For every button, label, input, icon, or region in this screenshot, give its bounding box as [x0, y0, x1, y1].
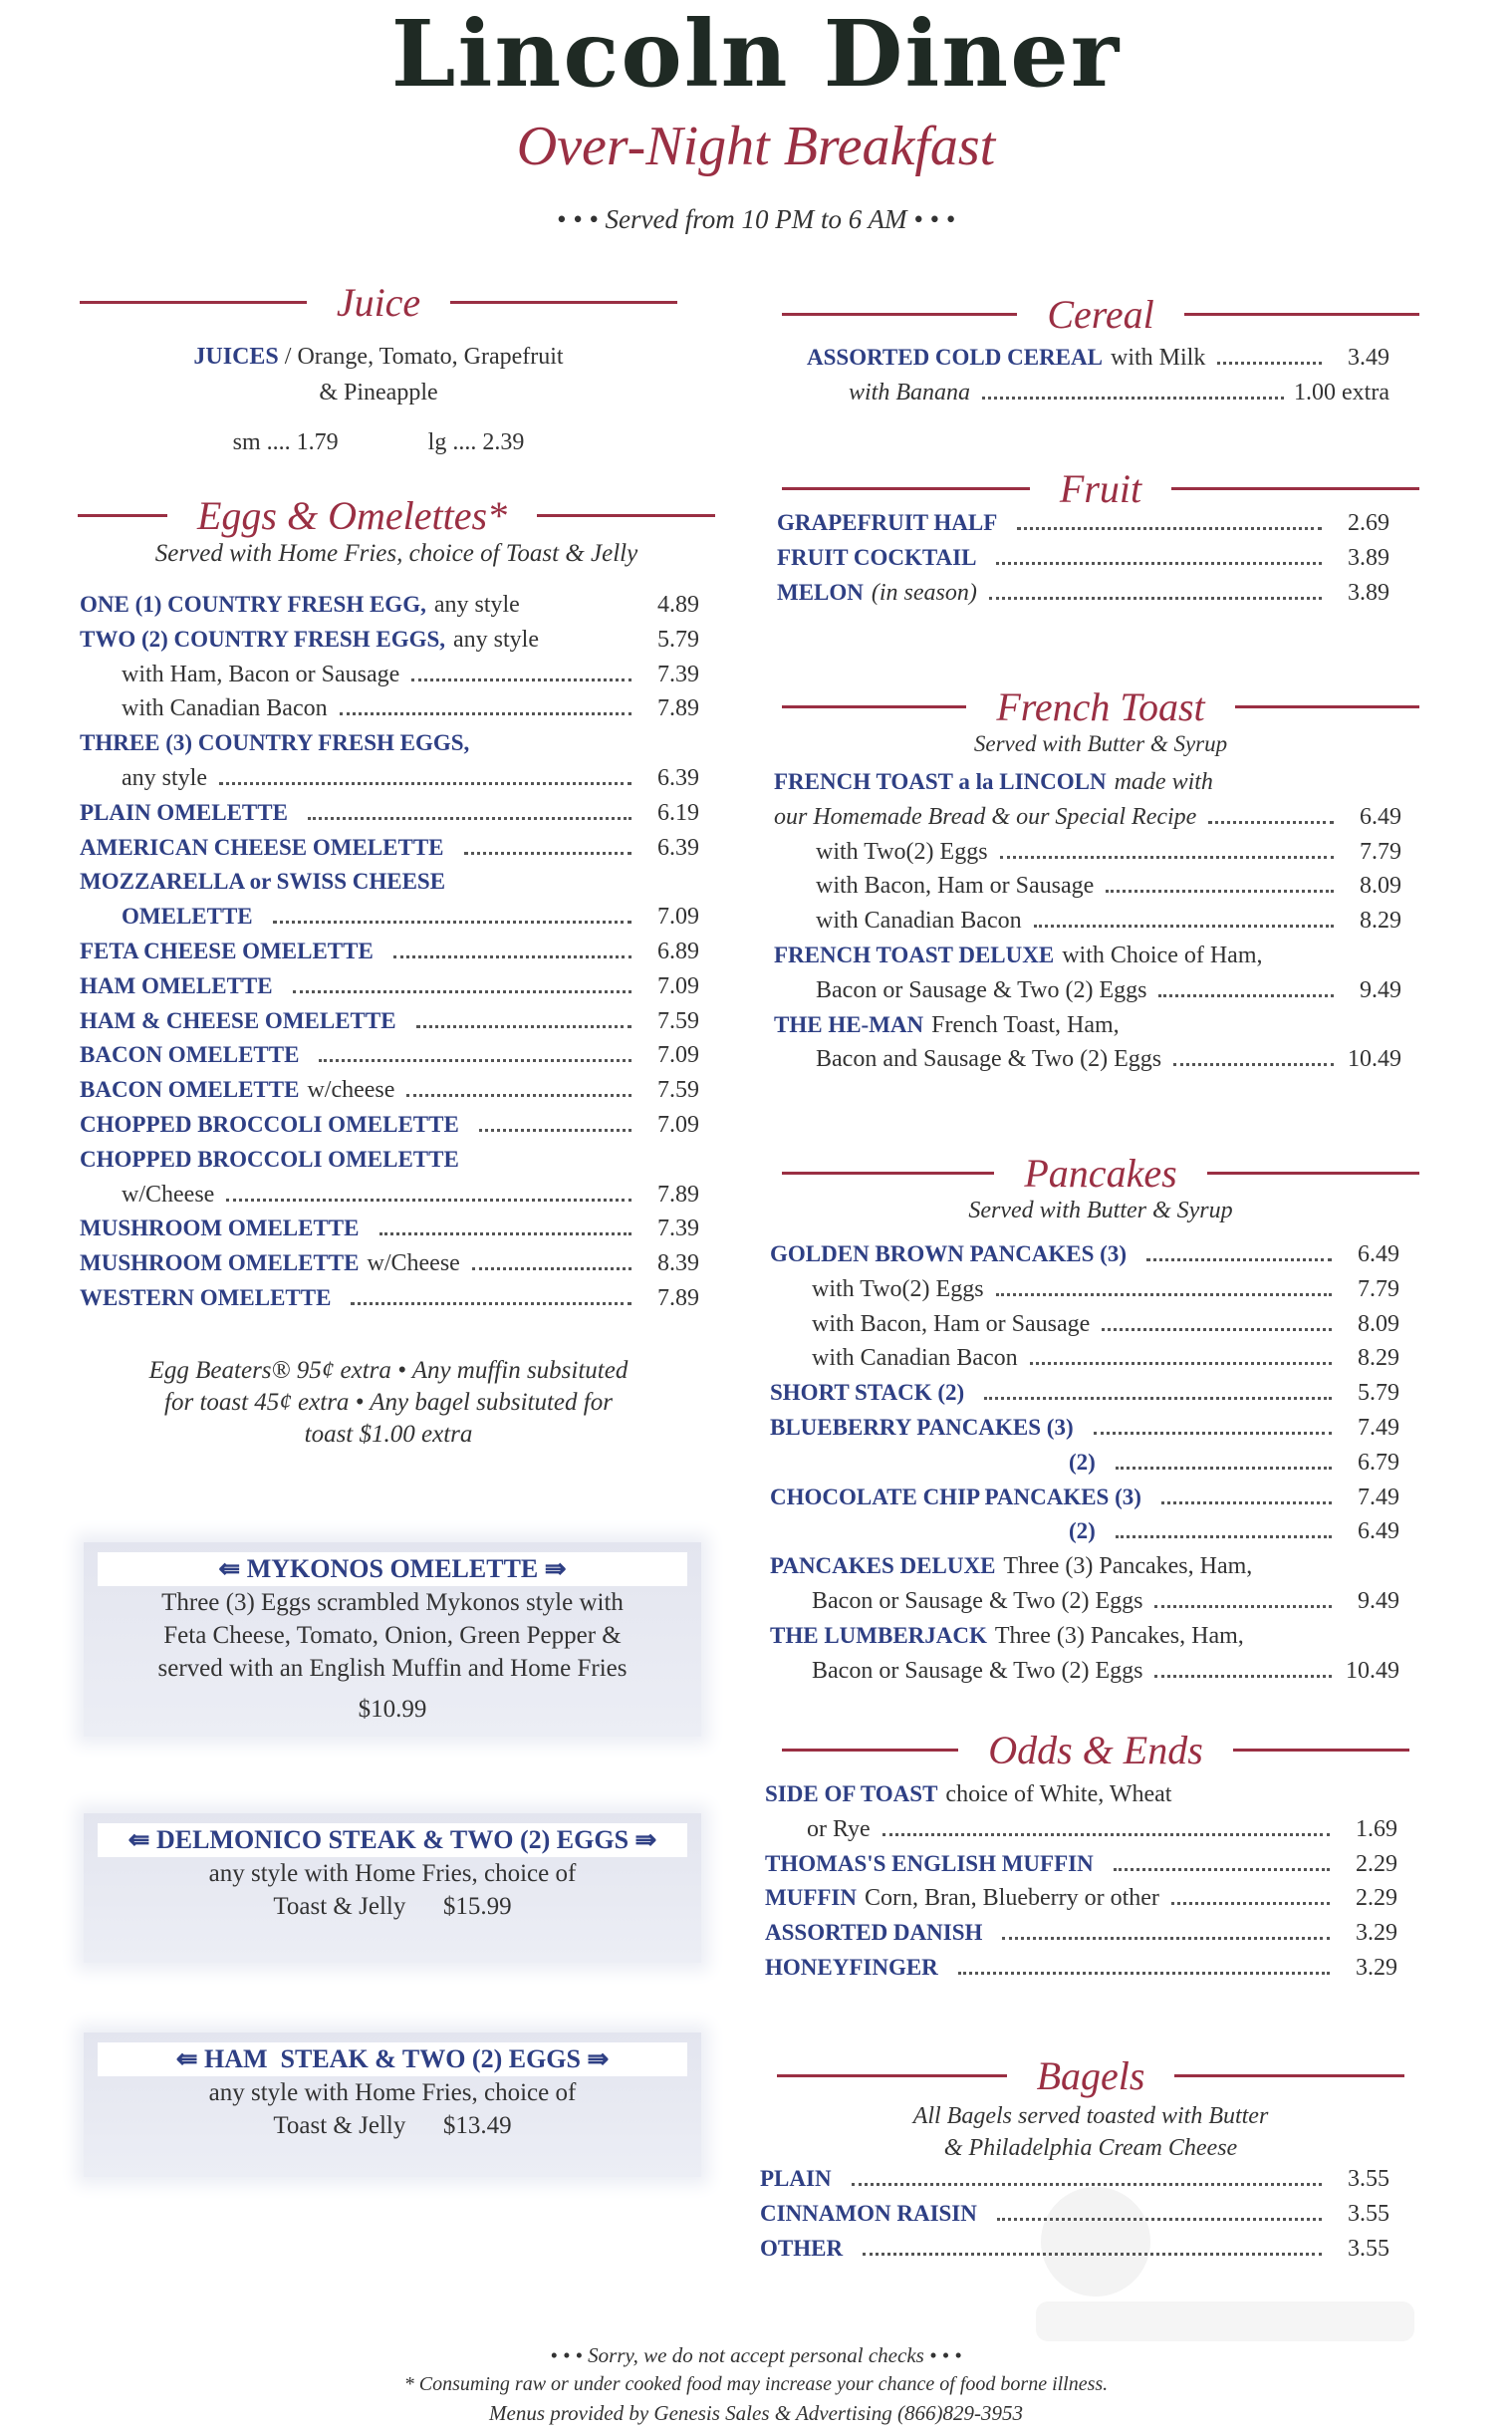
- item-name: MUSHROOM OMELETTE: [80, 1216, 360, 1241]
- item-price: 7.59: [657, 1007, 699, 1034]
- item-price: 1.00 extra: [1294, 379, 1389, 406]
- special-desc: Three (3) Eggs scrambled Mykonos style with: [161, 1589, 624, 1616]
- cereal-list: [807, 345, 1389, 414]
- section-heading: [782, 1725, 1409, 1774]
- item-price: 7.09: [657, 1042, 699, 1069]
- menu-item: [765, 1816, 1397, 1851]
- dot-leader: [997, 2218, 1322, 2221]
- menu-item: [760, 2166, 1389, 2201]
- dot-leader: [393, 955, 631, 958]
- item-name: TWO (2) COUNTRY FRESH EGGS,: [80, 626, 446, 652]
- item-price: 3.55: [1348, 2200, 1389, 2227]
- dot-leader: [958, 1972, 1330, 1975]
- item-price: 7.49: [1358, 1484, 1399, 1510]
- item-description: with Bacon, Ham or Sausage: [812, 1310, 1091, 1337]
- menu-item: [765, 1920, 1397, 1955]
- section-heading: [782, 289, 1419, 339]
- item-name: FETA CHEESE OMELETTE: [80, 938, 374, 963]
- menu-item: [770, 1380, 1399, 1415]
- dot-leader: [226, 1199, 631, 1202]
- item-price: 7.59: [657, 1077, 699, 1104]
- extras-line: for toast 45¢ extra • Any bagel subsituted for: [164, 1389, 613, 1416]
- dot-leader: [1094, 1432, 1332, 1435]
- item-description: Corn, Bran, Blueberry or other: [864, 1885, 1159, 1912]
- item-name: (2): [1069, 1449, 1096, 1475]
- menu-item: [80, 765, 699, 800]
- watermark-bar: [1036, 2301, 1414, 2341]
- section-heading: [782, 463, 1419, 513]
- menu-item: [770, 1450, 1399, 1485]
- item-price: 1.69: [1356, 1815, 1397, 1842]
- item-price: 7.09: [657, 1111, 699, 1138]
- served-hours: • • • Served from 10 PM to 6 AM • • •: [556, 204, 956, 234]
- item-price: 3.55: [1348, 2166, 1389, 2192]
- dot-leader: [1161, 1501, 1332, 1504]
- dot-leader: [989, 597, 1322, 600]
- item-name: ASSORTED COLD CEREAL: [807, 345, 1103, 370]
- dot-leader: [996, 1293, 1332, 1296]
- section-title: Odds & Ends: [988, 1727, 1203, 1772]
- dot-leader: [882, 1833, 1330, 1836]
- item-name: THE HE-MAN: [774, 1011, 924, 1037]
- item-description: with Ham, Bacon or Sausage: [122, 661, 400, 687]
- item-name: HONEYFINGER: [765, 1954, 938, 1980]
- item-name: SHORT STACK (2): [770, 1380, 965, 1406]
- dot-leader: [996, 562, 1322, 565]
- special-desc: served with an English Muffin and Home Fries: [157, 1655, 628, 1682]
- item-price: 6.49: [1360, 803, 1401, 830]
- dot-leader: [479, 1129, 631, 1132]
- item-name: PLAIN: [760, 2166, 832, 2191]
- special-title: ⇚ MYKONOS OMELETTE ⇛: [98, 1552, 687, 1586]
- dot-leader: [308, 817, 631, 820]
- dot-leader: [1146, 1258, 1332, 1261]
- menu-item: [770, 1241, 1399, 1276]
- dot-leader: [472, 1267, 631, 1270]
- item-description: Bacon or Sausage & Two (2) Eggs: [812, 1587, 1143, 1614]
- menu-item: [80, 730, 699, 765]
- dot-leader: [863, 2253, 1322, 2256]
- item-name: SIDE OF TOAST: [765, 1781, 938, 1806]
- item-price: 7.89: [657, 695, 699, 722]
- menu-item: [80, 835, 699, 870]
- french-toast-list: [774, 769, 1401, 1081]
- item-description: with Milk: [1110, 345, 1206, 371]
- item-name: BACON OMELETTE: [80, 1077, 300, 1103]
- item-price: 9.49: [1360, 976, 1401, 1003]
- item-name: MUSHROOM OMELETTE: [80, 1250, 360, 1276]
- dot-leader: [1158, 994, 1334, 997]
- menu-item: [80, 662, 699, 696]
- item-price: 6.39: [657, 764, 699, 791]
- menu-item: [777, 545, 1389, 580]
- dot-leader: [219, 782, 631, 785]
- item-price: 7.79: [1358, 1275, 1399, 1302]
- section-heading: [777, 2050, 1404, 2100]
- dot-leader: [1154, 1605, 1332, 1608]
- menu-item: [770, 1276, 1399, 1311]
- item-description: any style: [122, 764, 207, 791]
- menu-credit: Menus provided by Genesis Sales & Advertising (866)829-3953: [489, 2401, 1023, 2425]
- menu-item: [80, 1182, 699, 1216]
- item-price: 2.69: [1348, 510, 1389, 536]
- dot-leader: [1030, 1362, 1332, 1365]
- dot-leader: [1106, 890, 1334, 893]
- menu-item: [80, 800, 699, 835]
- bagels-list: [760, 2166, 1389, 2270]
- dot-leader: [1154, 1675, 1332, 1678]
- special-price: $10.99: [358, 1696, 427, 1723]
- dot-leader: [273, 921, 631, 924]
- menu-item: [807, 345, 1389, 380]
- menu-item: [80, 695, 699, 730]
- item-name: MUFFIN: [765, 1885, 857, 1911]
- item-price: 3.89: [1348, 544, 1389, 571]
- menu-item: [774, 839, 1401, 874]
- special-desc: any style with Home Fries, choice of: [208, 2079, 577, 2106]
- menu-item: [760, 2236, 1389, 2271]
- item-price: 7.79: [1360, 838, 1401, 865]
- item-price: 6.89: [657, 938, 699, 964]
- item-name: BACON OMELETTE: [80, 1042, 300, 1068]
- special-price: Toast & Jelly $13.49: [273, 2112, 512, 2139]
- item-price: 7.49: [1358, 1414, 1399, 1441]
- item-price: 7.89: [657, 1181, 699, 1208]
- item-description: (in season): [871, 579, 977, 606]
- item-price: 6.79: [1358, 1449, 1399, 1476]
- section-title: Juice: [336, 279, 421, 325]
- eggs-list: [80, 592, 699, 1320]
- dot-leader: [1171, 1902, 1330, 1905]
- item-price: 10.49: [1346, 1657, 1399, 1684]
- menu-item: [80, 1112, 699, 1147]
- section-title: Pancakes: [1024, 1150, 1177, 1196]
- item-price: 7.09: [657, 972, 699, 999]
- menu-item: [80, 973, 699, 1008]
- section-title: Eggs & Omelettes*: [197, 492, 508, 538]
- menu-item: [807, 380, 1389, 414]
- special-desc: Feta Cheese, Tomato, Onion, Green Pepper &: [163, 1622, 622, 1649]
- item-name: PLAIN OMELETTE: [80, 799, 288, 825]
- item-name: GOLDEN BROWN PANCAKES (3): [770, 1241, 1128, 1266]
- dot-leader: [984, 1397, 1332, 1400]
- section-title: Fruit: [1059, 465, 1142, 511]
- menu-item: [774, 943, 1401, 977]
- menu-item: [774, 908, 1401, 943]
- dot-leader: [351, 1302, 631, 1305]
- section-french-toast: [782, 681, 1419, 757]
- fruit-list: [777, 510, 1389, 614]
- menu-item: [80, 869, 699, 904]
- juice-small-price: sm .... 1.79: [232, 429, 339, 455]
- menu-item: [80, 1042, 699, 1077]
- item-price: 6.49: [1358, 1518, 1399, 1545]
- item-description: with Two(2) Eggs: [812, 1275, 984, 1302]
- section-fruit: [782, 463, 1419, 513]
- item-price: 8.39: [657, 1250, 699, 1277]
- item-price: 3.89: [1348, 579, 1389, 606]
- item-price: 8.29: [1358, 1345, 1399, 1372]
- item-description: French Toast, Ham,: [931, 1011, 1120, 1038]
- item-name: THOMAS'S ENGLISH MUFFIN: [765, 1850, 1094, 1876]
- dot-leader: [1217, 362, 1322, 365]
- dot-leader: [340, 712, 631, 715]
- item-description: with Choice of Ham,: [1062, 942, 1263, 968]
- item-description: made with: [1114, 769, 1213, 795]
- juice-flavors-2: & Pineapple: [319, 380, 438, 406]
- section-eggs: [78, 490, 715, 568]
- dot-leader: [416, 1025, 631, 1028]
- item-price: 8.09: [1358, 1310, 1399, 1337]
- item-description: with Bacon, Ham or Sausage: [816, 873, 1095, 900]
- item-description: with Canadian Bacon: [122, 695, 328, 722]
- section-cereal: [782, 289, 1419, 339]
- item-price: 5.79: [1358, 1380, 1399, 1407]
- menu-item: [765, 1885, 1397, 1920]
- section-heading: [782, 681, 1419, 731]
- dot-leader: [1017, 527, 1322, 530]
- section-note: & Philadelphia Cream Cheese: [943, 2135, 1238, 2161]
- menu-item: [80, 1008, 699, 1043]
- section-bagels: [777, 2050, 1404, 2164]
- dot-leader: [293, 990, 631, 993]
- menu-item: [80, 1077, 699, 1112]
- item-description: w/cheese: [307, 1077, 395, 1104]
- special-delmonico: [84, 1813, 701, 1963]
- item-description: with Banana: [849, 379, 971, 406]
- menu-item: [770, 1518, 1399, 1553]
- dot-leader: [1116, 1535, 1332, 1538]
- section-juice: [80, 277, 677, 460]
- section-title: French Toast: [996, 683, 1205, 729]
- item-price: 7.39: [657, 661, 699, 687]
- egg-extras: [70, 1355, 707, 1451]
- item-price: 7.09: [657, 904, 699, 931]
- item-price: 7.39: [657, 1216, 699, 1242]
- item-name: CINNAMON RAISIN: [760, 2200, 977, 2226]
- item-name: CHOPPED BROCCOLI OMELETTE: [80, 1111, 459, 1137]
- item-price: 3.29: [1356, 1954, 1397, 1981]
- item-name: WESTERN OMELETTE: [80, 1284, 332, 1310]
- section-note: Served with Home Fries, choice of Toast & Jelly: [154, 540, 638, 567]
- item-description: w/Cheese: [122, 1181, 215, 1208]
- menu-item: [774, 873, 1401, 908]
- item-description: our Homemade Bread & our Special Recipe: [774, 803, 1197, 830]
- dot-leader: [1102, 1328, 1332, 1331]
- item-description: or Rye: [807, 1815, 871, 1842]
- item-price: 5.79: [657, 626, 699, 653]
- menu-item: [770, 1658, 1399, 1693]
- menu-title: Over-Night Breakfast: [516, 116, 996, 177]
- item-name: FRENCH TOAST DELUXE: [774, 942, 1055, 967]
- item-description: with Canadian Bacon: [812, 1345, 1018, 1372]
- special-price: Toast & Jelly $15.99: [273, 1893, 512, 1920]
- item-name: ONE (1) COUNTRY FRESH EGG,: [80, 592, 426, 617]
- section-pancakes: [782, 1148, 1419, 1224]
- item-price: 2.29: [1356, 1885, 1397, 1912]
- menu-item: [770, 1588, 1399, 1623]
- item-description: Three (3) Pancakes, Ham,: [994, 1622, 1244, 1649]
- item-name: FRUIT COCKTAIL: [777, 544, 977, 570]
- item-price: 10.49: [1348, 1046, 1401, 1073]
- special-ham-steak: [84, 2032, 701, 2177]
- section-heading: [782, 1148, 1419, 1198]
- item-price: 2.29: [1356, 1850, 1397, 1877]
- menu-item: [80, 1285, 699, 1320]
- special-title: ⇚ DELMONICO STEAK & TWO (2) EGGS ⇛: [98, 1823, 687, 1857]
- item-name: OTHER: [760, 2235, 844, 2261]
- dot-leader: [1208, 821, 1334, 824]
- juice-label: JUICES: [193, 344, 279, 370]
- menu-item: [770, 1553, 1399, 1588]
- juice-description: [80, 339, 677, 375]
- special-name: MYKONOS OMELETTE: [246, 1554, 539, 1583]
- menu-item: [80, 939, 699, 973]
- dot-leader: [1173, 1063, 1334, 1066]
- menu-item: [774, 769, 1401, 804]
- menu-item: [765, 1781, 1397, 1816]
- menu-item: [770, 1485, 1399, 1519]
- item-name: BLUEBERRY PANCAKES (3): [770, 1414, 1074, 1440]
- item-name: PANCAKES DELUXE: [770, 1553, 996, 1579]
- special-name: HAM STEAK & TWO (2) EGGS: [203, 2044, 581, 2073]
- item-name: THREE (3) COUNTRY FRESH EGGS,: [80, 730, 470, 756]
- item-price: 6.49: [1358, 1241, 1399, 1267]
- item-price: 8.09: [1360, 873, 1401, 900]
- item-name: AMERICAN CHEESE OMELETTE: [80, 834, 444, 860]
- item-name: THE LUMBERJACK: [770, 1622, 987, 1648]
- dot-leader: [982, 397, 1284, 400]
- item-price: 3.55: [1348, 2235, 1389, 2262]
- food-warning: * Consuming raw or under cooked food may increase your chance of food borne illness.: [403, 2373, 1109, 2395]
- item-price: 8.29: [1360, 908, 1401, 935]
- dot-leader: [1114, 1868, 1330, 1871]
- menu-item: [770, 1311, 1399, 1346]
- juice-prices: [80, 424, 677, 460]
- item-description: Bacon or Sausage & Two (2) Eggs: [816, 976, 1147, 1003]
- item-description: w/Cheese: [367, 1250, 460, 1277]
- item-description: Bacon or Sausage & Two (2) Eggs: [812, 1657, 1143, 1684]
- menu-item: [80, 1216, 699, 1250]
- dot-leader: [1034, 925, 1334, 928]
- item-name: MOZZARELLA or SWISS CHEESE: [80, 869, 446, 895]
- menu-item: [760, 2201, 1389, 2236]
- special-mykonos: [84, 1542, 701, 1737]
- menu-item: [765, 1851, 1397, 1886]
- dot-leader: [406, 1094, 631, 1097]
- section-note: Served with Butter & Syrup: [968, 1198, 1233, 1223]
- juice-large-price: lg .... 2.39: [427, 429, 525, 455]
- item-price: 6.39: [657, 834, 699, 861]
- menu-item: [80, 904, 699, 939]
- section-heading: [78, 490, 715, 540]
- item-name: HAM & CHEESE OMELETTE: [80, 1007, 396, 1033]
- section-heading: [80, 277, 677, 327]
- dot-leader: [1002, 1937, 1330, 1940]
- section-note: Served with Butter & Syrup: [973, 731, 1228, 756]
- section-title: Bagels: [1036, 2052, 1145, 2098]
- menu-item: [80, 592, 699, 627]
- item-description: any style: [453, 626, 539, 653]
- item-price: 3.49: [1348, 345, 1389, 371]
- item-price: 9.49: [1358, 1587, 1399, 1614]
- menu-item: [80, 627, 699, 662]
- item-name: HAM OMELETTE: [80, 972, 273, 998]
- menu-item: [80, 1147, 699, 1182]
- dot-leader: [852, 2183, 1322, 2186]
- menu-item: [80, 1250, 699, 1285]
- item-name: MELON: [777, 579, 864, 605]
- item-name: GRAPEFRUIT HALF: [777, 510, 998, 535]
- dot-leader: [464, 852, 631, 855]
- item-name: OMELETTE: [122, 904, 253, 930]
- odds-ends-list: [765, 1781, 1397, 1990]
- dot-leader: [319, 1059, 631, 1062]
- section-title: Cereal: [1047, 291, 1154, 337]
- menu-item: [777, 580, 1389, 615]
- dot-leader: [379, 1232, 632, 1235]
- item-description: Bacon and Sausage & Two (2) Eggs: [816, 1046, 1162, 1073]
- menu-item: [770, 1345, 1399, 1380]
- item-description: with Two(2) Eggs: [816, 838, 988, 865]
- no-checks-notice: • • • Sorry, we do not accept personal checks • • •: [550, 2343, 962, 2367]
- item-description: with Canadian Bacon: [816, 908, 1022, 935]
- item-price: 3.29: [1356, 1920, 1397, 1947]
- dot-leader: [1000, 856, 1334, 859]
- pancakes-list: [770, 1241, 1399, 1692]
- menu-item: [777, 510, 1389, 545]
- menu-item: [774, 977, 1401, 1012]
- special-title: ⇚ HAM STEAK & TWO (2) EGGS ⇛: [98, 2042, 687, 2076]
- dot-leader: [1116, 1467, 1332, 1470]
- special-name: DELMONICO STEAK & TWO (2) EGGS: [155, 1825, 630, 1854]
- menu-item: [774, 1046, 1401, 1081]
- menu-item: [765, 1955, 1397, 1990]
- item-name: ASSORTED DANISH: [765, 1920, 983, 1946]
- extras-line: toast $1.00 extra: [304, 1421, 473, 1448]
- special-desc: any style with Home Fries, choice of: [208, 1860, 577, 1887]
- extras-line: Egg Beaters® 95¢ extra • Any muffin subsituted: [148, 1357, 629, 1384]
- menu-item: [770, 1623, 1399, 1658]
- item-description: Three (3) Pancakes, Ham,: [1003, 1553, 1253, 1580]
- menu-item: [770, 1415, 1399, 1450]
- item-price: 4.89: [657, 592, 699, 618]
- item-price: 6.19: [657, 799, 699, 826]
- menu-item: [774, 1012, 1401, 1047]
- item-price: 7.89: [657, 1284, 699, 1311]
- restaurant-name: Lincoln Diner: [390, 0, 1122, 108]
- juice-flavors: / Orange, Tomato, Grapefruit: [278, 344, 564, 370]
- item-name: (2): [1069, 1518, 1096, 1544]
- item-description: any style: [433, 592, 520, 618]
- section-odds-ends: [782, 1725, 1409, 1774]
- section-note: All Bagels served toasted with Butter: [912, 2103, 1269, 2129]
- item-name: FRENCH TOAST a la LINCOLN: [774, 769, 1107, 794]
- menu-item: [774, 804, 1401, 839]
- item-description: choice of White, Wheat: [945, 1781, 1172, 1807]
- item-name: CHOPPED BROCCOLI OMELETTE: [80, 1146, 459, 1172]
- item-name: CHOCOLATE CHIP PANCAKES (3): [770, 1484, 1141, 1509]
- dot-leader: [411, 678, 631, 681]
